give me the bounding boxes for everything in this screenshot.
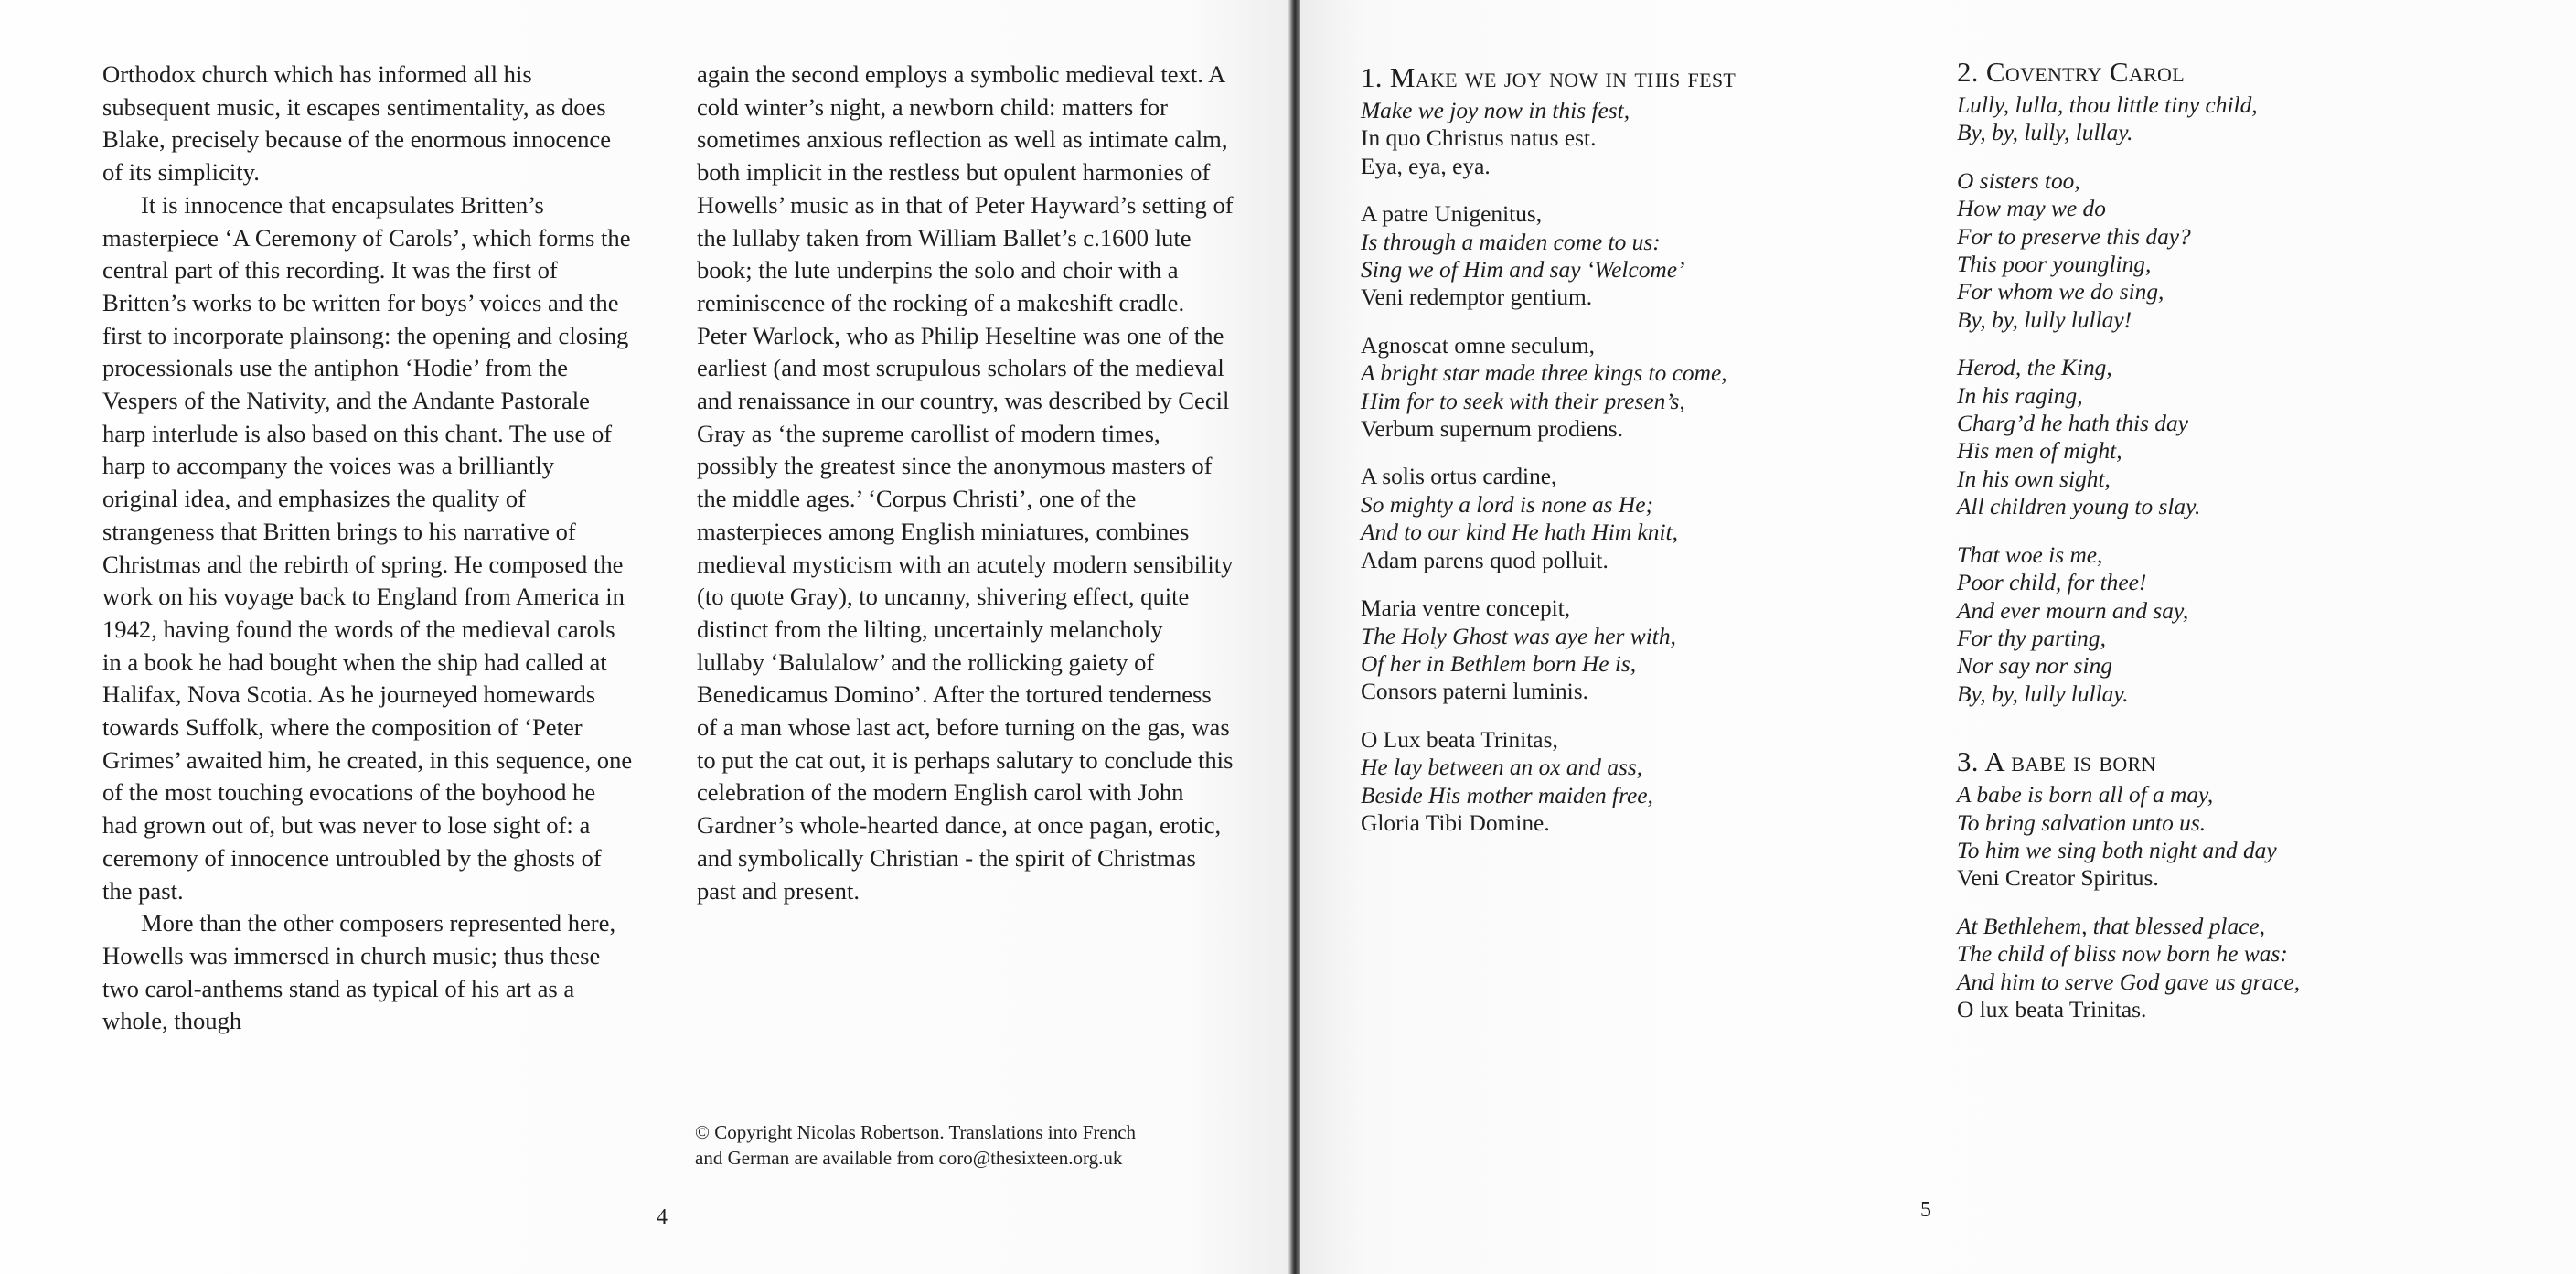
lyric-line: To bring salvation unto us. [1957, 809, 2207, 836]
lyric-line: By, by, lully lullay. [1957, 680, 2129, 707]
copyright-line-1: © Copyright Nicolas Robertson. Translations into French [695, 1121, 1137, 1143]
carol-stanza [1957, 913, 2524, 1024]
lyric-line: A patre Unigenitus, [1361, 201, 1543, 228]
lyric-line: And to our kind He hath Him knit, [1361, 519, 1678, 546]
lyric-line: Lully, lulla, thou little tiny child, [1957, 92, 2258, 118]
lyric-line: Veni redemptor gentium. [1361, 284, 1593, 311]
lyric-line: By, by, lully, lullay. [1957, 120, 2133, 146]
lyric-line: Nor say nor sing [1957, 653, 2112, 680]
carol-title: 2. Coventry Carol [1957, 56, 2185, 88]
essay-paragraph: More than the other composers represented here, Howells was immersed in church music; thus these two carol-anthems stand as typical of his art as a whole, though [102, 909, 616, 1035]
essay-column-1 [102, 59, 633, 1038]
lyric-line: Maria ventre concepit, [1361, 595, 1571, 622]
carol-stanza [1957, 541, 2524, 708]
lyric-line: Sing we of Him and say ‘Welcome’ [1361, 257, 1685, 284]
carol-title: 1. Make we joy now in this fest [1361, 61, 1737, 93]
carol-stanza [1957, 354, 2524, 520]
page-number-left: 4 [657, 1205, 668, 1229]
lyric-line: The Holy Ghost was aye her with, [1361, 623, 1676, 649]
carol-stanza [1957, 91, 2524, 147]
essay-column-2 [697, 59, 1236, 907]
carol-stanza [1361, 463, 1873, 574]
lyric-line: That woe is me, [1957, 541, 2103, 568]
lyric-line: A bright star made three kings to come, [1361, 360, 1727, 387]
lyric-line: How may we do [1957, 196, 2106, 222]
lyric-line: In his raging, [1957, 382, 2083, 409]
copyright-notice [695, 1119, 1262, 1171]
lyric-line: A solis ortus cardine, [1361, 464, 1557, 490]
carol-stanza [1957, 781, 2524, 893]
lyric-line: At Bethlehem, that blessed place, [1957, 913, 2266, 939]
lyric-line: Agnoscat omne seculum, [1361, 332, 1595, 359]
lyric-line: Gloria Tibi Domine. [1361, 809, 1550, 836]
lyric-line: His men of might, [1957, 438, 2122, 465]
carol-stanza [1361, 97, 1873, 180]
carol-stanza [1957, 167, 2524, 334]
lyric-line: O lux beata Trinitas. [1957, 996, 2147, 1022]
lyric-line: Of her in Bethlem born He is, [1361, 650, 1637, 677]
lyric-line: So mighty a lord is none as He; [1361, 491, 1653, 518]
lyric-line: In his own sight, [1957, 466, 2111, 492]
essay-paragraph: again the second employs a symbolic medieval text. A cold winter’s night, a newborn child: matters for sometimes anxious reflection as well as intimate calm, both implicit in the restless but opulent harmonies of Howells’ music as in that of Peter Hayward’s setting of the lullaby taken from William Ballet’s c.1600 lute book; the lute underpins the solo and choir with a reminiscence of the rocking of a makeshift cradle. Peter Warlock, who as Philip Heseltine was one of the earliest (and most scrupulous scholars of the medieval and renaissance in our country, was described by Cecil Gray as ‘the supreme carollist of modern times, possibly the greatest since the anonymous masters of the middle ages.’ ‘Corpus Christi’, one of the masterpieces among English miniatures, combines medieval mysticism with an acutely modern sensibility (to quote Gray), to uncanny, shivering effect, quite distinct from the lilting, uncertainly melancholy lullaby ‘Balulalow’ and the rollicking gaiety of Benedicamus Domino’. After the tortured tenderness of a man whose last act, before turning on the gas, was to put the cat out, it is perhaps salutary to conclude this celebration of the modern English carol with John Gardner’s whole-hearted dance, at once pagan, erotic, and symbolically Christian - the spirit of Christmas past and present. [697, 60, 1234, 905]
lyric-line: O Lux beata Trinitas, [1361, 726, 1558, 753]
carol-column-1 [1361, 60, 1873, 857]
carol-column-2 [1957, 55, 2524, 1044]
lyric-line: He lay between an ox and ass, [1361, 755, 1643, 781]
lyric-line: Him for to seek with their presen’s, [1361, 388, 1685, 414]
lyric-line: And ever mourn and say, [1957, 597, 2189, 624]
lyric-line: Veni Creator Spiritus. [1957, 865, 2159, 892]
lyric-line: Charg’d he hath this day [1957, 411, 2188, 437]
lyric-line: For to preserve this day? [1957, 223, 2191, 250]
lyric-line: Adam parens quod polluit. [1361, 547, 1609, 573]
lyric-line: In quo Christus natus est. [1361, 125, 1597, 152]
carol-stanza [1361, 726, 1873, 838]
page-number-right: 5 [1920, 1198, 1931, 1222]
lyric-line: All children young to slay. [1957, 494, 2201, 520]
lyric-line: Beside His mother maiden free, [1361, 782, 1653, 808]
lyric-line: To him we sing both night and day [1957, 837, 2277, 863]
lyric-line: This poor youngling, [1957, 252, 2152, 278]
lyric-line: Poor child, for thee! [1957, 570, 2147, 596]
lyric-line: A babe is born all of a may, [1957, 782, 2214, 808]
lyric-line: Verbum supernum prodiens. [1361, 416, 1624, 443]
lyric-line: Herod, the King, [1957, 355, 2112, 381]
essay-paragraph: Orthodox church which has informed all his subsequent music, it escapes sentimentality, as does Blake, precisely because of the enormous innocence of its simplicity. [102, 60, 612, 187]
carol-title: 3. A babe is born [1957, 745, 2156, 778]
lyric-line: Eya, eya, eya. [1361, 153, 1491, 179]
lyric-line: And him to serve God gave us grace, [1957, 969, 2301, 995]
lyric-line: O sisters too, [1957, 167, 2080, 194]
lyric-line: For thy parting, [1957, 625, 2106, 651]
carol-stanza [1361, 200, 1873, 312]
carol-stanza [1361, 332, 1873, 444]
lyric-line: Is through a maiden come to us: [1361, 229, 1661, 255]
lyric-line: For whom we do sing, [1957, 279, 2164, 305]
essay-paragraph: It is innocence that encapsulates Britten’s masterpiece ‘A Ceremony of Carols’, which forms the central part of this recording. It was the first of Britten’s works to be written for boys’ voices and the first to incorporate plainsong: the opening and closing processionals use the antiphon ‘Hodie’ from the Vespers of the Nativity, and the Andante Pastorale harp interlude is also based on this chant. The use of harp to accompany the voices was a brilliantly original idea, and emphasizes the quality of strangeness that Britten brings to his narrative of Christmas and the rebirth of spring. He composed the work on his voyage back to England from America in 1942, having found the words of the medieval carols in a book he had bought when the ship had called at Halifax, Nova Scotia. As he journeyed homewards towards Suffolk, where the composition of ‘Peter Grimes’ awaited him, he created, in this sequence, one of the most touching evocations of the boyhood he had grown out of, but was never to lose sight of: a ceremony of innocence untroubled by the ghosts of the past. [102, 190, 633, 905]
lyric-line: Make we joy now in this fest, [1361, 98, 1630, 123]
carol-stanza [1361, 594, 1873, 706]
book-spine [1288, 0, 1300, 1274]
lyric-line: Consors paterni luminis. [1361, 679, 1588, 705]
copyright-line-2: and German are available from coro@thesixteen.org.uk [695, 1147, 1123, 1169]
lyric-line: By, by, lully lullay! [1957, 306, 2132, 333]
lyric-line: The child of bliss now born he was: [1957, 941, 2288, 968]
